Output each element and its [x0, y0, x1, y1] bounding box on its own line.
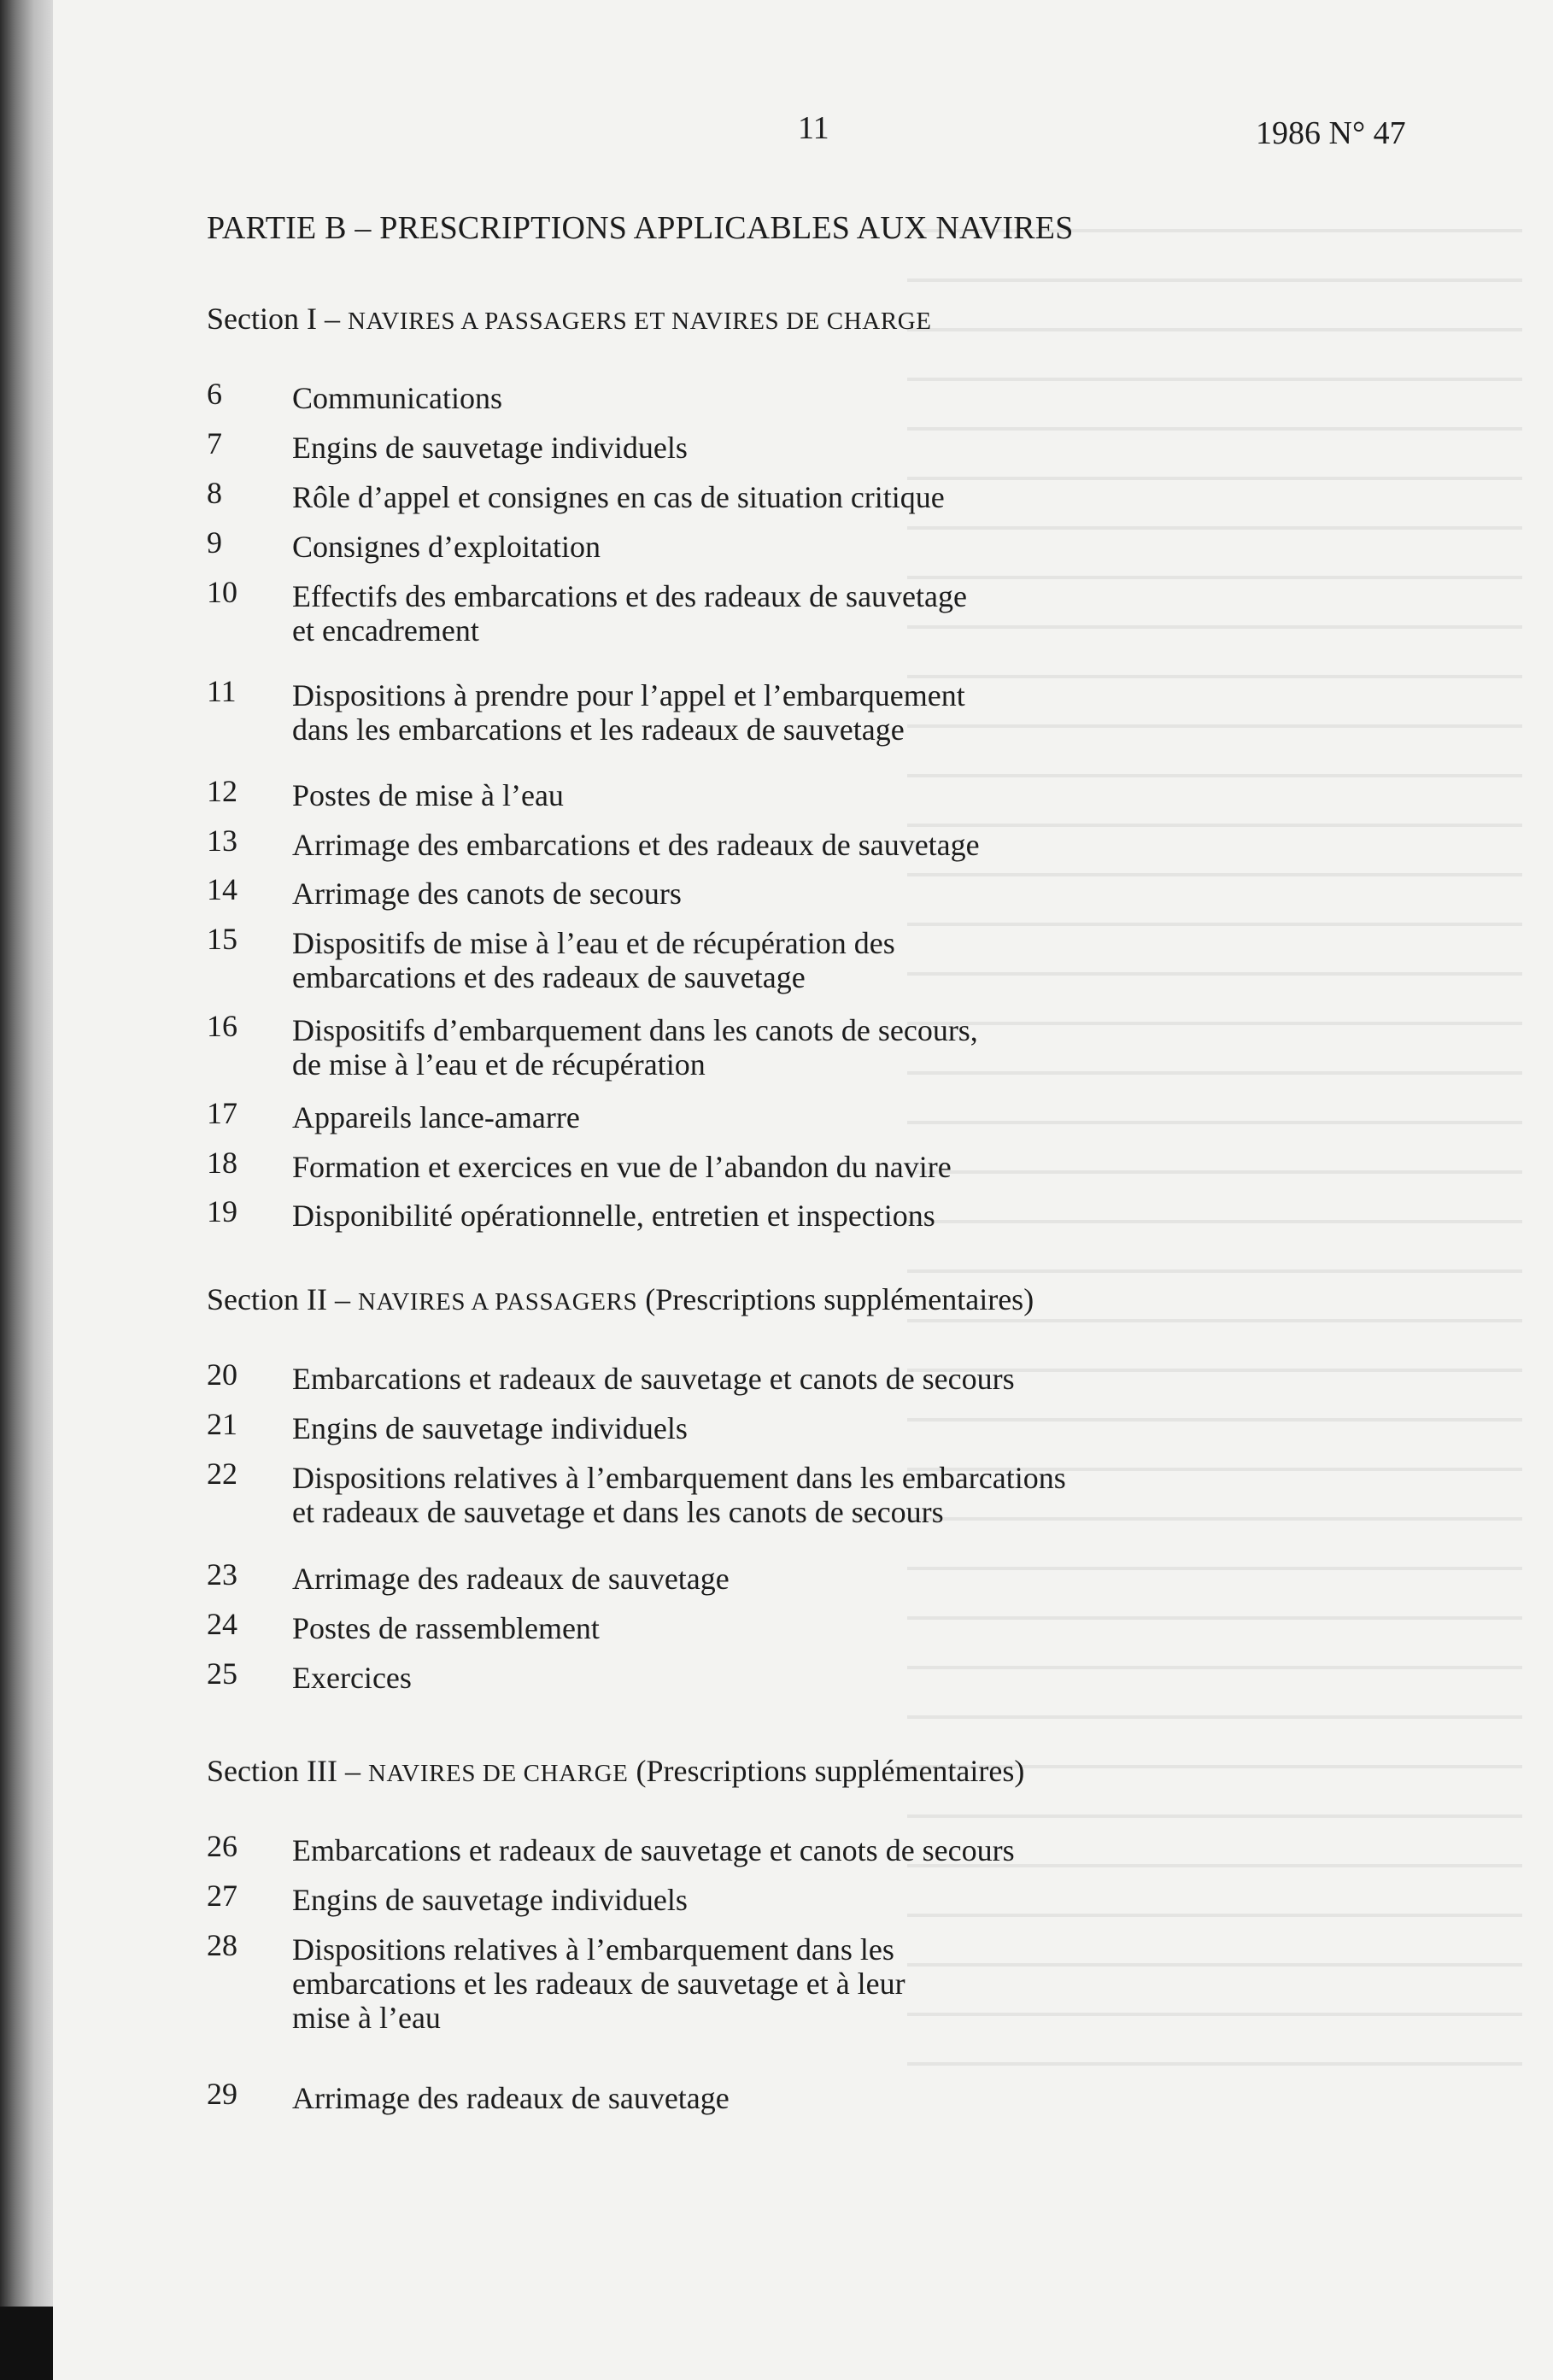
- section-title: NAVIRES A PASSAGERS: [357, 1288, 638, 1316]
- regulation-number: 18: [207, 1146, 237, 1180]
- regulation-title: Exercices: [292, 1661, 412, 1695]
- regulation-title: Effectifs des embarcations et des radeaux de sauvetage et encadrement: [292, 579, 967, 648]
- section-note: (Prescriptions supplémentaires): [636, 1754, 1025, 1788]
- regulation-number: 21: [207, 1407, 237, 1441]
- section-note: (Prescriptions supplémentaires): [645, 1282, 1034, 1316]
- regulation-number: 10: [207, 575, 237, 609]
- regulation-title: Dispositions à prendre pour l’appel et l’embarquement dans les embarcations et les radeaux de sauvetage: [292, 678, 965, 747]
- regulation-title: Engins de sauvetage individuels: [292, 431, 688, 465]
- regulation-number: 16: [207, 1009, 237, 1043]
- regulation-number: 23: [207, 1557, 237, 1592]
- regulation-number: 11: [207, 674, 237, 708]
- regulation-number: 27: [207, 1879, 237, 1913]
- regulation-number: 25: [207, 1656, 237, 1691]
- section-heading-1: [207, 301, 932, 337]
- regulation-number: 7: [207, 426, 222, 460]
- regulation-title: Appareils lance-amarre: [292, 1100, 580, 1134]
- regulation-title: Arrimage des canots de secours: [292, 876, 682, 911]
- document-reference: 1986 N° 47: [1256, 115, 1406, 151]
- page-number: 11: [798, 110, 829, 146]
- section-dash: –: [324, 302, 340, 336]
- regulation-title: Arrimage des embarcations et des radeaux de sauvetage: [292, 828, 980, 862]
- regulation-title: Disponibilité opérationnelle, entretien et inspections: [292, 1199, 935, 1233]
- regulation-title: Postes de rassemblement: [292, 1611, 600, 1645]
- section-heading-2: [207, 1281, 1034, 1317]
- section-label: Section II: [207, 1282, 327, 1316]
- section-dash: –: [344, 1754, 360, 1788]
- part-title: PARTIE B – PRESCRIPTIONS APPLICABLES AUX NAVIRES: [207, 210, 1074, 246]
- regulation-number: 26: [207, 1829, 237, 1863]
- regulation-title: Embarcations et radeaux de sauvetage et canots de secours: [292, 1833, 1015, 1867]
- section-title: NAVIRES A PASSAGERS ET NAVIRES DE CHARGE: [347, 308, 932, 335]
- regulation-number: 24: [207, 1607, 237, 1641]
- regulation-number: 20: [207, 1357, 237, 1392]
- regulation-title: Embarcations et radeaux de sauvetage et canots de secours: [292, 1362, 1015, 1396]
- regulation-title: Postes de mise à l’eau: [292, 778, 564, 812]
- regulation-title: Arrimage des radeaux de sauvetage: [292, 1562, 730, 1596]
- book-binding-edge: [0, 0, 53, 2380]
- regulation-title: Rôle d’appel et consignes en cas de situation critique: [292, 480, 945, 514]
- section-heading-3: [207, 1753, 1024, 1789]
- regulation-number: 19: [207, 1194, 237, 1228]
- regulation-title: Engins de sauvetage individuels: [292, 1411, 688, 1445]
- regulation-number: 12: [207, 774, 237, 808]
- regulation-number: 29: [207, 2077, 237, 2111]
- regulation-title: Dispositifs de mise à l’eau et de récupération des embarcations et des radeaux de sauvetage: [292, 926, 895, 994]
- regulation-number: 6: [207, 377, 222, 411]
- section-label: Section I: [207, 302, 317, 336]
- regulation-title: Dispositions relatives à l’embarquement dans les embarcations et les radeaux de sauvetage et à leur mise à l’eau: [292, 1932, 905, 2035]
- regulation-title: Arrimage des radeaux de sauvetage: [292, 2081, 730, 2115]
- regulation-number: 14: [207, 872, 237, 906]
- regulation-number: 22: [207, 1457, 237, 1491]
- section-label: Section III: [207, 1754, 337, 1788]
- regulation-title: Communications: [292, 381, 502, 415]
- regulation-title: Dispositifs d’embarquement dans les canots de secours, de mise à l’eau et de récupération: [292, 1013, 978, 1082]
- section-dash: –: [334, 1282, 350, 1316]
- section-title: NAVIRES DE CHARGE: [367, 1760, 629, 1787]
- regulation-number: 13: [207, 824, 237, 858]
- regulation-title: Consignes d’exploitation: [292, 530, 601, 564]
- regulation-title: Formation et exercices en vue de l’abandon du navire: [292, 1150, 952, 1184]
- regulation-number: 9: [207, 525, 222, 560]
- regulation-number: 15: [207, 922, 237, 956]
- regulation-number: 17: [207, 1096, 237, 1130]
- regulation-number: 28: [207, 1928, 237, 1962]
- regulation-title: Dispositions relatives à l’embarquement dans les embarcations et radeaux de sauvetage et dans les canots de secours: [292, 1461, 1066, 1529]
- document-page: [53, 0, 1553, 2380]
- regulation-number: 8: [207, 476, 222, 510]
- regulation-title: Engins de sauvetage individuels: [292, 1883, 688, 1917]
